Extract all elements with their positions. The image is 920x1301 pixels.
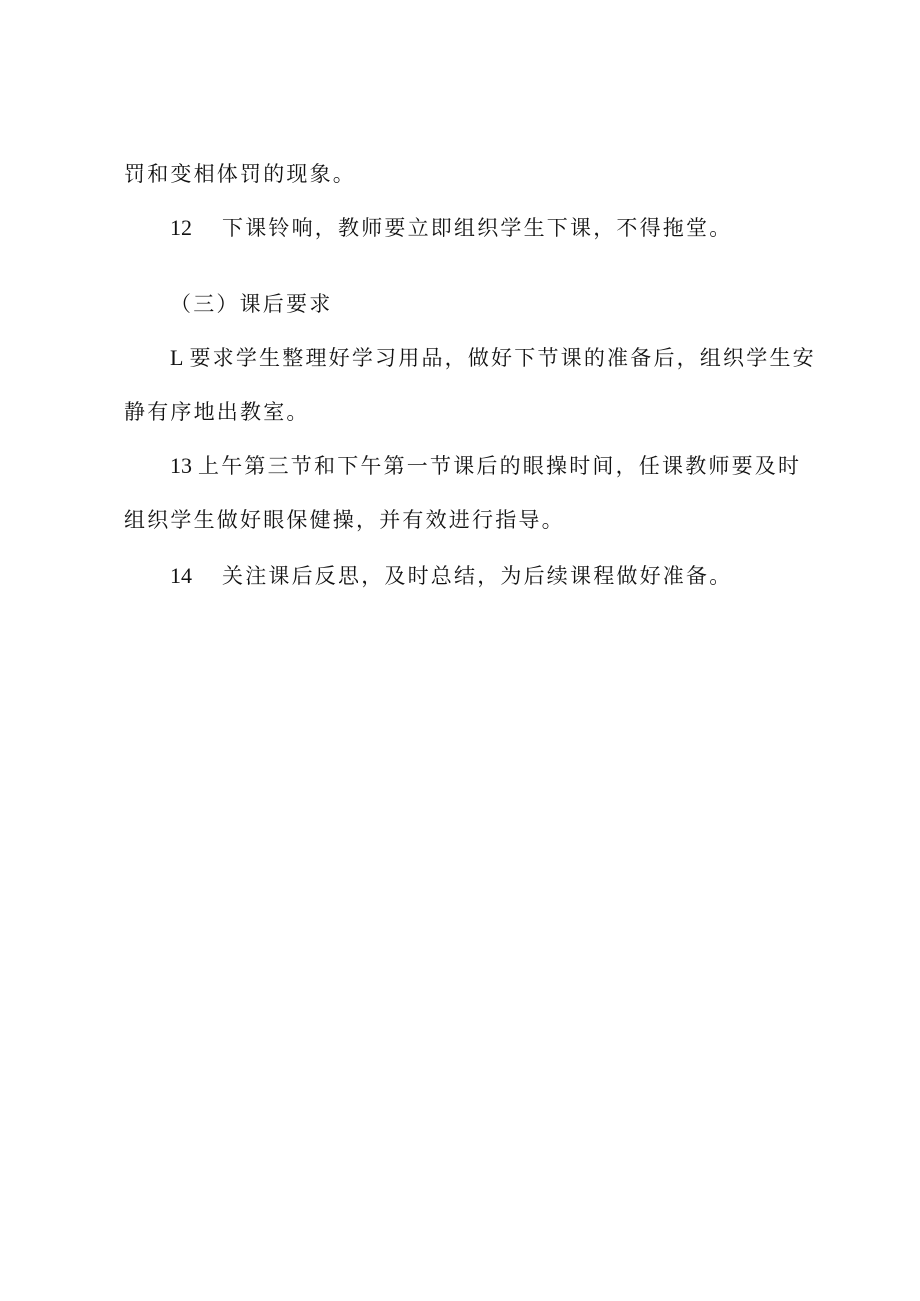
item-text-line2: 组织学生做好眼保健操，并有效进行指导。 [124, 508, 565, 532]
item-text-line1: 要求学生整理好学习用品，做好下节课的准备后，组织学生安 [189, 346, 816, 370]
item-number: 13 [170, 453, 192, 478]
item-text: 下课铃响，教师要立即组织学生下课，不得拖堂。 [222, 216, 733, 240]
item-number: 12 [170, 215, 192, 240]
section-heading [170, 290, 332, 318]
section-heading-text: （三）课后要求 [170, 292, 333, 316]
paragraph-text: 罚和变相体罚的现象。 [124, 162, 356, 186]
paragraph-continuation [124, 160, 356, 188]
item-text-line1: 上午第三节和下午第一节课后的眼操时间，任课教师要及时 [198, 454, 802, 478]
list-item-13 [170, 452, 801, 480]
list-item-L-continuation [124, 398, 310, 426]
item-number: L [170, 345, 184, 370]
item-text: 关注课后反思，及时总结，为后续课程做好准备。 [222, 564, 733, 588]
item-number: 14 [170, 563, 192, 588]
item-text-line2: 静有序地出教室。 [124, 400, 310, 424]
list-item-14 [170, 562, 732, 590]
list-item-12 [170, 214, 732, 242]
list-item-L [170, 344, 816, 372]
list-item-13-continuation [124, 506, 565, 534]
